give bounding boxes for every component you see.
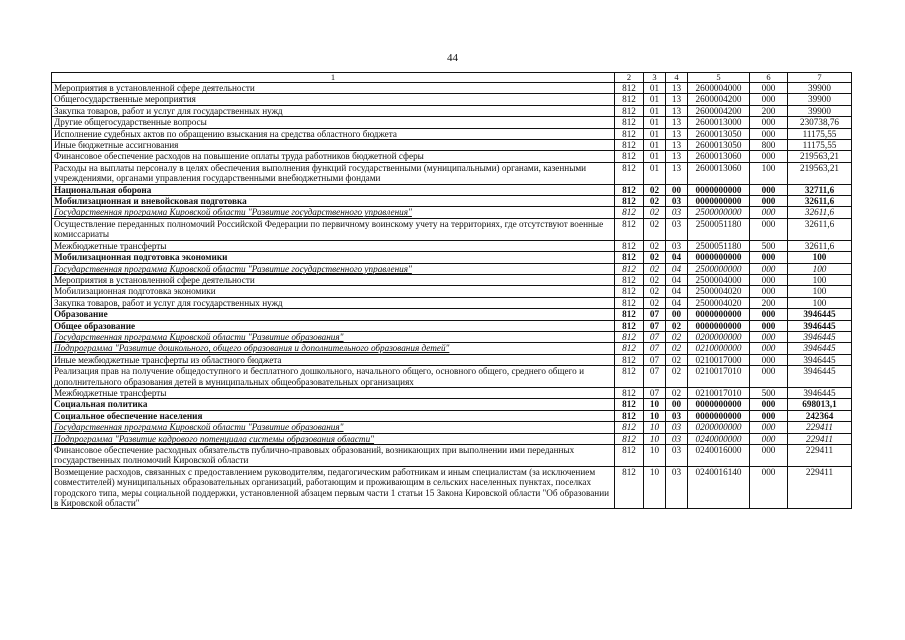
table-row [52, 466, 852, 509]
expense-type-cell: 000 [750, 445, 788, 467]
subsection-code-cell: 13 [666, 140, 688, 151]
row-name-cell: Финансовое обеспечение расходов на повышение оплаты труда работников бюджетной сферы [52, 151, 615, 162]
table-row [52, 387, 852, 398]
row-name-cell: Реализация прав на получение общедоступного и бесплатного дошкольного, начального общего, основного общего, среднего общего и дополнительного образования детей в муниципальных общеобразовательных организациях [52, 366, 615, 388]
ved-code-cell: 812 [615, 162, 644, 184]
row-name-cell: Образование [52, 309, 615, 320]
table-row [52, 263, 852, 274]
expense-type-cell: 200 [750, 297, 788, 308]
table-row [52, 422, 852, 433]
budget-table [51, 72, 852, 509]
ved-code-cell: 812 [615, 240, 644, 251]
target-article-cell: 0000000000 [688, 196, 750, 207]
amount-cell: 32711,6 [788, 184, 852, 195]
target-article-cell: 0210017000 [688, 354, 750, 365]
expense-type-cell: 000 [750, 207, 788, 218]
row-name-cell: Социальное обеспечение населения [52, 410, 615, 421]
section-code-cell: 10 [644, 466, 666, 509]
section-code-cell: 10 [644, 433, 666, 444]
section-code-cell: 10 [644, 445, 666, 467]
amount-cell: 11175,55 [788, 128, 852, 139]
table-row [52, 218, 852, 240]
amount-cell: 3946445 [788, 343, 852, 354]
target-article-cell: 2500004020 [688, 286, 750, 297]
amount-cell: 229411 [788, 445, 852, 467]
row-name-cell: Закупка товаров, работ и услуг для государственных нужд [52, 105, 615, 116]
section-code-cell: 02 [644, 196, 666, 207]
expense-type-cell: 000 [750, 196, 788, 207]
section-code-cell: 07 [644, 331, 666, 342]
ved-code-cell: 812 [615, 128, 644, 139]
table-row [52, 286, 852, 297]
col-header-5: 5 [688, 73, 750, 83]
section-code-cell: 07 [644, 366, 666, 388]
subsection-code-cell: 13 [666, 105, 688, 116]
subsection-code-cell: 03 [666, 445, 688, 467]
col-header-1: 1 [52, 73, 615, 83]
target-article-cell: 0200000000 [688, 331, 750, 342]
row-name-cell: Возмещение расходов, связанных с предоставлением руководителям, педагогическим работникам и иным специалистам (за исключением совместителей) муниципальных образовательных организаций, работающим и проживающим в сельских населенных пунктах, поселках городского типа, меры социальной поддержки, установленной абзацем первым части 1 статьи 15 Закона Кировской области "Об образовании в Кировской области" [52, 466, 615, 509]
subsection-code-cell: 00 [666, 399, 688, 410]
table-row [52, 445, 852, 467]
subsection-code-cell: 03 [666, 207, 688, 218]
ved-code-cell: 812 [615, 151, 644, 162]
col-header-4: 4 [666, 73, 688, 83]
amount-cell: 3946445 [788, 320, 852, 331]
expense-type-cell: 500 [750, 387, 788, 398]
table-row [52, 240, 852, 251]
subsection-code-cell: 04 [666, 252, 688, 263]
section-code-cell: 10 [644, 410, 666, 421]
section-code-cell: 02 [644, 297, 666, 308]
ved-code-cell: 812 [615, 309, 644, 320]
section-code-cell: 02 [644, 207, 666, 218]
amount-cell: 32611,6 [788, 218, 852, 240]
subsection-code-cell: 02 [666, 343, 688, 354]
ved-code-cell: 812 [615, 331, 644, 342]
row-name-cell: Подпрограмма "Развитие кадрового потенциала системы образования области" [52, 433, 615, 444]
subsection-code-cell: 02 [666, 320, 688, 331]
row-name-cell: Мероприятия в установленной сфере деятельности [52, 83, 615, 94]
col-header-6: 6 [750, 73, 788, 83]
subsection-code-cell: 04 [666, 297, 688, 308]
table-row [52, 331, 852, 342]
table-row [52, 320, 852, 331]
amount-cell: 230738,76 [788, 117, 852, 128]
amount-cell: 39900 [788, 83, 852, 94]
expense-type-cell: 000 [750, 274, 788, 285]
target-article-cell: 2600013060 [688, 151, 750, 162]
target-article-cell: 0000000000 [688, 320, 750, 331]
ved-code-cell: 812 [615, 466, 644, 509]
section-code-cell: 07 [644, 309, 666, 320]
ved-code-cell: 812 [615, 354, 644, 365]
row-name-cell: Подпрограмма "Развитие дошкольного, общего образования и дополнительного образования детей" [52, 343, 615, 354]
table-row [52, 94, 852, 105]
target-article-cell: 2500000000 [688, 207, 750, 218]
row-name-cell: Национальная оборона [52, 184, 615, 195]
amount-cell: 242364 [788, 410, 852, 421]
subsection-code-cell: 13 [666, 94, 688, 105]
ved-code-cell: 812 [615, 366, 644, 388]
expense-type-cell: 000 [750, 263, 788, 274]
table-row [52, 105, 852, 116]
section-code-cell: 07 [644, 343, 666, 354]
table-row [52, 117, 852, 128]
subsection-code-cell: 04 [666, 263, 688, 274]
ved-code-cell: 812 [615, 252, 644, 263]
expense-type-cell: 000 [750, 184, 788, 195]
expense-type-cell: 000 [750, 466, 788, 509]
ved-code-cell: 812 [615, 83, 644, 94]
expense-type-cell: 000 [750, 83, 788, 94]
table-row [52, 252, 852, 263]
expense-type-cell: 000 [750, 366, 788, 388]
row-name-cell: Государственная программа Кировской области "Развитие государственного управления" [52, 207, 615, 218]
section-code-cell: 01 [644, 117, 666, 128]
expense-type-cell: 000 [750, 309, 788, 320]
subsection-code-cell: 00 [666, 184, 688, 195]
expense-type-cell: 800 [750, 140, 788, 151]
ved-code-cell: 812 [615, 445, 644, 467]
section-code-cell: 10 [644, 399, 666, 410]
section-code-cell: 01 [644, 140, 666, 151]
subsection-code-cell: 13 [666, 83, 688, 94]
section-code-cell: 01 [644, 94, 666, 105]
expense-type-cell: 000 [750, 422, 788, 433]
target-article-cell: 2600013050 [688, 128, 750, 139]
amount-cell: 100 [788, 274, 852, 285]
amount-cell: 3946445 [788, 366, 852, 388]
row-name-cell: Мобилизационная и вневойсковая подготовка [52, 196, 615, 207]
col-header-2: 2 [615, 73, 644, 83]
target-article-cell: 2500051180 [688, 218, 750, 240]
target-article-cell: 2600013000 [688, 117, 750, 128]
subsection-code-cell: 03 [666, 240, 688, 251]
subsection-code-cell: 04 [666, 274, 688, 285]
table-row [52, 184, 852, 195]
target-article-cell: 2600013060 [688, 162, 750, 184]
amount-cell: 3946445 [788, 354, 852, 365]
target-article-cell: 2600004200 [688, 94, 750, 105]
ved-code-cell: 812 [615, 343, 644, 354]
section-code-cell: 02 [644, 274, 666, 285]
section-code-cell: 10 [644, 422, 666, 433]
ved-code-cell: 812 [615, 218, 644, 240]
subsection-code-cell: 13 [666, 162, 688, 184]
table-row [52, 354, 852, 365]
budget-table-body [52, 73, 852, 509]
expense-type-cell: 000 [750, 218, 788, 240]
expense-type-cell: 000 [750, 354, 788, 365]
expense-type-cell: 000 [750, 343, 788, 354]
ved-code-cell: 812 [615, 140, 644, 151]
section-code-cell: 02 [644, 240, 666, 251]
expense-type-cell: 000 [750, 151, 788, 162]
row-name-cell: Осуществление переданных полномочий Российской Федерации по первичному воинскому учету на территориях, где отсутствуют военные комиссариаты [52, 218, 615, 240]
target-article-cell: 2500004000 [688, 274, 750, 285]
expense-type-cell: 000 [750, 320, 788, 331]
row-name-cell: Расходы на выплаты персоналу в целях обеспечения выполнения функций государственными (муниципальными) органами, казенными учреждениями, органами управления государственными внебюджетными фондами [52, 162, 615, 184]
row-name-cell: Общее образование [52, 320, 615, 331]
amount-cell: 3946445 [788, 331, 852, 342]
col-header-3: 3 [644, 73, 666, 83]
table-row [52, 151, 852, 162]
subsection-code-cell: 00 [666, 309, 688, 320]
amount-cell: 39900 [788, 105, 852, 116]
subsection-code-cell: 03 [666, 196, 688, 207]
col-header-7: 7 [788, 73, 852, 83]
expense-type-cell: 000 [750, 331, 788, 342]
row-name-cell: Иные бюджетные ассигнования [52, 140, 615, 151]
section-code-cell: 07 [644, 320, 666, 331]
expense-type-cell: 000 [750, 286, 788, 297]
expense-type-cell: 000 [750, 117, 788, 128]
expense-type-cell: 100 [750, 162, 788, 184]
expense-type-cell: 000 [750, 252, 788, 263]
ved-code-cell: 812 [615, 286, 644, 297]
table-row [52, 410, 852, 421]
expense-type-cell: 000 [750, 94, 788, 105]
row-name-cell: Закупка товаров, работ и услуг для государственных нужд [52, 297, 615, 308]
expense-type-cell: 000 [750, 399, 788, 410]
subsection-code-cell: 02 [666, 331, 688, 342]
amount-cell: 3946445 [788, 309, 852, 320]
row-name-cell: Мобилизационная подготовка экономики [52, 286, 615, 297]
row-name-cell: Межбюджетные трансферты [52, 387, 615, 398]
table-row [52, 399, 852, 410]
table-row [52, 343, 852, 354]
subsection-code-cell: 13 [666, 128, 688, 139]
amount-cell: 32611,6 [788, 207, 852, 218]
ved-code-cell: 812 [615, 263, 644, 274]
subsection-code-cell: 03 [666, 422, 688, 433]
section-code-cell: 01 [644, 128, 666, 139]
row-name-cell: Общегосударственные мероприятия [52, 94, 615, 105]
row-name-cell: Государственная программа Кировской области "Развитие образования" [52, 331, 615, 342]
expense-type-cell: 200 [750, 105, 788, 116]
subsection-code-cell: 02 [666, 354, 688, 365]
row-name-cell: Иные межбюджетные трансферты из областного бюджета [52, 354, 615, 365]
ved-code-cell: 812 [615, 433, 644, 444]
ved-code-cell: 812 [615, 207, 644, 218]
row-name-cell: Государственная программа Кировской области "Развитие образования" [52, 422, 615, 433]
row-name-cell: Финансовое обеспечение расходных обязательств публично-правовых образований, возникающих при выполнении ими переданных государственных полномочий Кировской области [52, 445, 615, 467]
page-number: 44 [447, 52, 458, 64]
row-name-cell: Исполнение судебных актов по обращению взыскания на средства областного бюджета [52, 128, 615, 139]
expense-type-cell: 500 [750, 240, 788, 251]
row-name-cell: Другие общегосударственные вопросы [52, 117, 615, 128]
target-article-cell: 0000000000 [688, 252, 750, 263]
amount-cell: 100 [788, 297, 852, 308]
amount-cell: 32611,6 [788, 240, 852, 251]
target-article-cell: 2500000000 [688, 263, 750, 274]
amount-cell: 219563,21 [788, 151, 852, 162]
ved-code-cell: 812 [615, 94, 644, 105]
amount-cell: 100 [788, 286, 852, 297]
table-row [52, 196, 852, 207]
ved-code-cell: 812 [615, 117, 644, 128]
subsection-code-cell: 02 [666, 387, 688, 398]
section-code-cell: 02 [644, 184, 666, 195]
table-row [52, 433, 852, 444]
subsection-code-cell: 03 [666, 466, 688, 509]
target-article-cell: 2600013050 [688, 140, 750, 151]
row-name-cell: Государственная программа Кировской области "Развитие государственного управления" [52, 263, 615, 274]
amount-cell: 32611,6 [788, 196, 852, 207]
subsection-code-cell: 13 [666, 117, 688, 128]
row-name-cell: Мобилизационная подготовка экономики [52, 252, 615, 263]
section-code-cell: 02 [644, 263, 666, 274]
section-code-cell: 02 [644, 218, 666, 240]
target-article-cell: 0210017010 [688, 366, 750, 388]
amount-cell: 100 [788, 252, 852, 263]
table-row [52, 128, 852, 139]
ved-code-cell: 812 [615, 387, 644, 398]
ved-code-cell: 812 [615, 274, 644, 285]
amount-cell: 11175,55 [788, 140, 852, 151]
subsection-code-cell: 03 [666, 433, 688, 444]
target-article-cell: 2600004200 [688, 105, 750, 116]
target-article-cell: 0240000000 [688, 433, 750, 444]
amount-cell: 229411 [788, 422, 852, 433]
ved-code-cell: 812 [615, 410, 644, 421]
ved-code-cell: 812 [615, 105, 644, 116]
amount-cell: 3946445 [788, 387, 852, 398]
amount-cell: 100 [788, 263, 852, 274]
table-row [52, 83, 852, 94]
section-code-cell: 01 [644, 151, 666, 162]
section-code-cell: 01 [644, 83, 666, 94]
table-row [52, 366, 852, 388]
section-code-cell: 07 [644, 387, 666, 398]
expense-type-cell: 000 [750, 410, 788, 421]
target-article-cell: 0240016000 [688, 445, 750, 467]
amount-cell: 39900 [788, 94, 852, 105]
target-article-cell: 0000000000 [688, 184, 750, 195]
amount-cell: 229411 [788, 466, 852, 509]
target-article-cell: 2600004000 [688, 83, 750, 94]
ved-code-cell: 812 [615, 196, 644, 207]
target-article-cell: 2500004020 [688, 297, 750, 308]
ved-code-cell: 812 [615, 184, 644, 195]
section-code-cell: 01 [644, 162, 666, 184]
target-article-cell: 0240016140 [688, 466, 750, 509]
target-article-cell: 0000000000 [688, 309, 750, 320]
section-code-cell: 01 [644, 105, 666, 116]
subsection-code-cell: 13 [666, 151, 688, 162]
target-article-cell: 0200000000 [688, 422, 750, 433]
amount-cell: 219563,21 [788, 162, 852, 184]
subsection-code-cell: 03 [666, 410, 688, 421]
ved-code-cell: 812 [615, 297, 644, 308]
target-article-cell: 2500051180 [688, 240, 750, 251]
row-name-cell: Межбюджетные трансферты [52, 240, 615, 251]
table-row [52, 297, 852, 308]
table-row [52, 274, 852, 285]
subsection-code-cell: 02 [666, 366, 688, 388]
ved-code-cell: 812 [615, 422, 644, 433]
expense-type-cell: 000 [750, 433, 788, 444]
section-code-cell: 02 [644, 252, 666, 263]
target-article-cell: 0000000000 [688, 410, 750, 421]
table-row [52, 162, 852, 184]
table-row [52, 309, 852, 320]
subsection-code-cell: 04 [666, 286, 688, 297]
expense-type-cell: 000 [750, 128, 788, 139]
amount-cell: 698013,1 [788, 399, 852, 410]
target-article-cell: 0210000000 [688, 343, 750, 354]
subsection-code-cell: 03 [666, 218, 688, 240]
ved-code-cell: 812 [615, 399, 644, 410]
target-article-cell: 0210017010 [688, 387, 750, 398]
table-row [52, 140, 852, 151]
row-name-cell: Социальная политика [52, 399, 615, 410]
column-number-row [52, 73, 852, 83]
target-article-cell: 0000000000 [688, 399, 750, 410]
section-code-cell: 02 [644, 286, 666, 297]
section-code-cell: 07 [644, 354, 666, 365]
table-row [52, 207, 852, 218]
row-name-cell: Мероприятия в установленной сфере деятельности [52, 274, 615, 285]
amount-cell: 229411 [788, 433, 852, 444]
ved-code-cell: 812 [615, 320, 644, 331]
